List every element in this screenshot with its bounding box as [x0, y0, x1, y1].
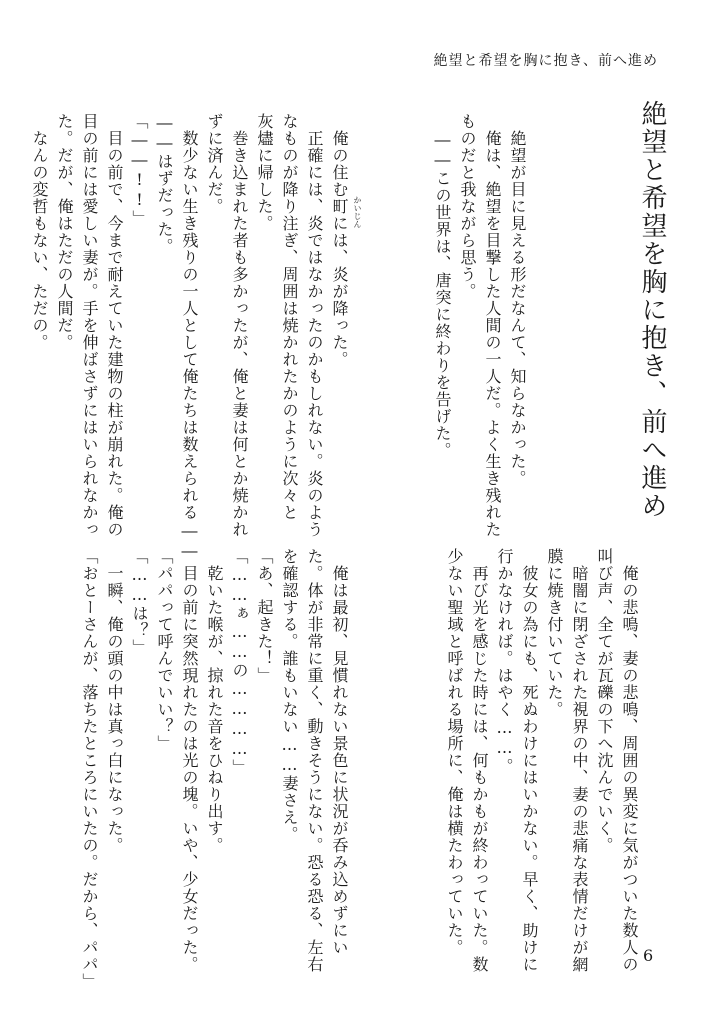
- text-line: なものが降り注ぎ、周囲は焼かれたかのように次々と: [280, 113, 299, 521]
- text-line: 彼女の為にも、死ぬわけにはいかない。早く、助けに: [520, 548, 539, 973]
- text-line: 「おとーさんが、落ちたところにいたの。だから、パパ」: [80, 548, 99, 990]
- text-line: 少ない聖域と呼ばれる場所に、俺は横たわっていた。: [445, 548, 464, 956]
- chapter-title: 絶望と希望を胸に抱き、前へ進め: [637, 100, 667, 520]
- page-number: 6: [643, 946, 654, 965]
- text-line: 叫び声、全てが瓦礫の下へ沈んでいく。: [595, 548, 614, 854]
- text-line: 膜に焼き付いていた。: [545, 548, 564, 718]
- running-header: 絶望と希望を胸に抱き、前へ進め: [433, 53, 658, 69]
- text-line: なんの変哲もない、ただの。: [30, 113, 49, 351]
- text-line: 一瞬、俺の頭の中は真っ白になった。: [105, 548, 124, 854]
- text-line: 俺の住む町には、炎が降った。: [330, 113, 349, 368]
- text-line: 俺の悲鳴、妻の悲鳴、周囲の異変に気がついた数人の: [620, 548, 639, 973]
- text-line: 「あ、起きた！」: [255, 548, 274, 684]
- text-block-top-right: [430, 113, 530, 538]
- ruby-kaijin: かいじん: [353, 196, 362, 228]
- text-line: を確認する。誰もいない……妻さえ。: [280, 548, 299, 843]
- text-line: 俺は最初、見慣れない景色に状況が呑み込めずにい: [330, 548, 349, 956]
- text-line: ――この世界は、唐突に終わりを告げた。: [433, 113, 452, 459]
- text-block-bottom-left: [77, 548, 352, 990]
- text-line: 暗闇に閉ざされた視界の中、妻の悲痛な表情だけが網: [570, 548, 589, 973]
- text-line: た。体が非常に重く、動きそうにない。恐る恐る、左右: [305, 548, 324, 973]
- text-line: ――はずだった。: [155, 113, 174, 255]
- text-line: 乾いた喉が、掠れた音をひねり出す。: [205, 548, 224, 854]
- text-line: た。だが、俺はただの人間だ。: [55, 113, 74, 351]
- text-line: 目の前には愛しい妻が。手を伸ばさずにはいられなかっ: [80, 113, 99, 538]
- text-line: 正確には、炎ではなかったのかもしれない。炎のよう: [305, 113, 324, 538]
- text-line: 数少ない生き残りの一人として俺たちは数えられる――: [180, 113, 199, 561]
- text-line: ものだと我ながら思う。: [458, 113, 477, 300]
- text-block-top-left: [27, 113, 352, 561]
- text-line: 「――!!」: [130, 113, 149, 227]
- text-line: ずに済んだ。: [205, 113, 224, 215]
- text-line: 灰燼に帰した。: [255, 113, 274, 232]
- text-line: 「……は？」: [130, 548, 149, 656]
- text-block-bottom-right: [442, 548, 642, 973]
- text-line: 「パパって呼んでいい？」: [155, 548, 174, 752]
- text-line: 俺は、絶望を目撃した人間の一人だ。よく生き残れた: [483, 113, 502, 538]
- text-line: 「……ぁ……の…………」: [230, 548, 249, 776]
- text-line: 巻き込まれた者も多かったが、俺と妻は何とか焼かれ: [230, 113, 249, 538]
- text-line: 行かなければ。はやく……。: [495, 548, 514, 775]
- text-line: 絶望が目に見える形だなんて、知らなかった。: [508, 113, 527, 487]
- text-line: 再び光を感じた時には、何もかもが終わっていた。数: [470, 548, 489, 973]
- text-line: 目の前に突然現れたのは光の塊。いや、少女だった。: [180, 548, 199, 973]
- text-line: 目の前で、今まで耐えていた建物の柱が崩れた。俺の: [105, 113, 124, 538]
